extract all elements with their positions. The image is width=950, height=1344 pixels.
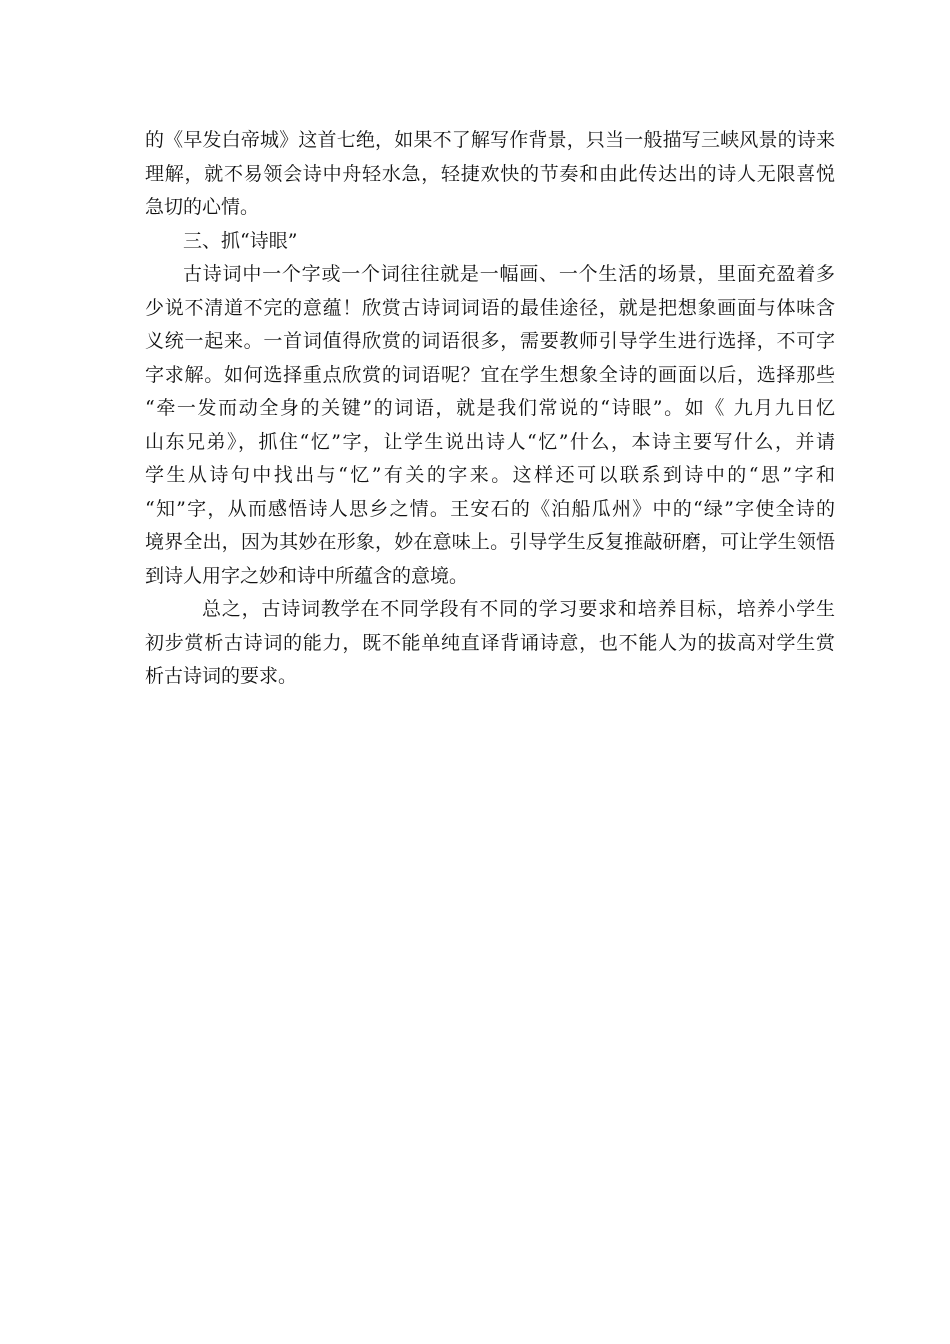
text-line: 学生从诗句中找出与“忆”有关的字来。这样还可以联系到诗中的“思”字和: [145, 464, 835, 486]
section-heading: 三、抓“诗眼”: [183, 229, 298, 252]
text-line: 到诗人用字之妙和诗中所蕴含的意境。: [145, 564, 469, 587]
text-line: 总之，古诗词教学在不同学段有不同的学习要求和培养目标，培养小学生: [202, 598, 835, 620]
paragraph-conclusion: [145, 593, 835, 694]
text-line: 析古诗词的要求。: [145, 665, 298, 687]
text-line: 的《早发白帝城》这首七绝，如果不了解写作背景，只当一般描写三峡风景的诗来: [145, 129, 835, 151]
text-line: “知”字，从而感悟诗人思乡之情。王安石的《泊船瓜州》中的“绿”字使全诗的: [145, 497, 835, 520]
text-line: 字求解。如何选择重点欣赏的词语呢？宜在学生想象全诗的画面以后，选择那些: [145, 363, 835, 386]
text-line: 急切的心情。: [145, 196, 260, 218]
document-body: [145, 124, 835, 694]
text-line: 境界全出，因为其妙在形象，妙在意味上。引导学生反复推敲研磨，可让学生领悟: [145, 531, 835, 553]
paragraph-zaofa-baidicheng: [145, 124, 835, 225]
text-line: 少说不清道不完的意蕴！欣赏古诗词词语的最佳途径，就是把想象画面与体味含: [145, 296, 835, 319]
text-line: “牵一发而动全身的关键”的词语，就是我们常说的“诗眼”。如《 九月九日忆: [145, 397, 835, 419]
text-line: 理解，就不易领会诗中舟轻水急，轻捷欢快的节奏和由此传达出的诗人无限喜悦: [145, 162, 835, 185]
text-line: 古诗词中一个字或一个词往往就是一幅画、一个生活的场景，里面充盈着多: [183, 263, 835, 285]
text-line: 初步赏析古诗词的能力，既不能单纯直译背诵诗意，也不能人为的拔高对学生赏: [145, 631, 835, 654]
paragraph-shiyan: [145, 258, 835, 593]
text-line: 义统一起来。一首词值得欣赏的词语很多，需要教师引导学生进行选择，不可字: [145, 330, 835, 352]
text-line: 山东兄弟》，抓住“忆”字，让学生说出诗人“忆”什么，本诗主要写什么，并请: [145, 430, 835, 453]
